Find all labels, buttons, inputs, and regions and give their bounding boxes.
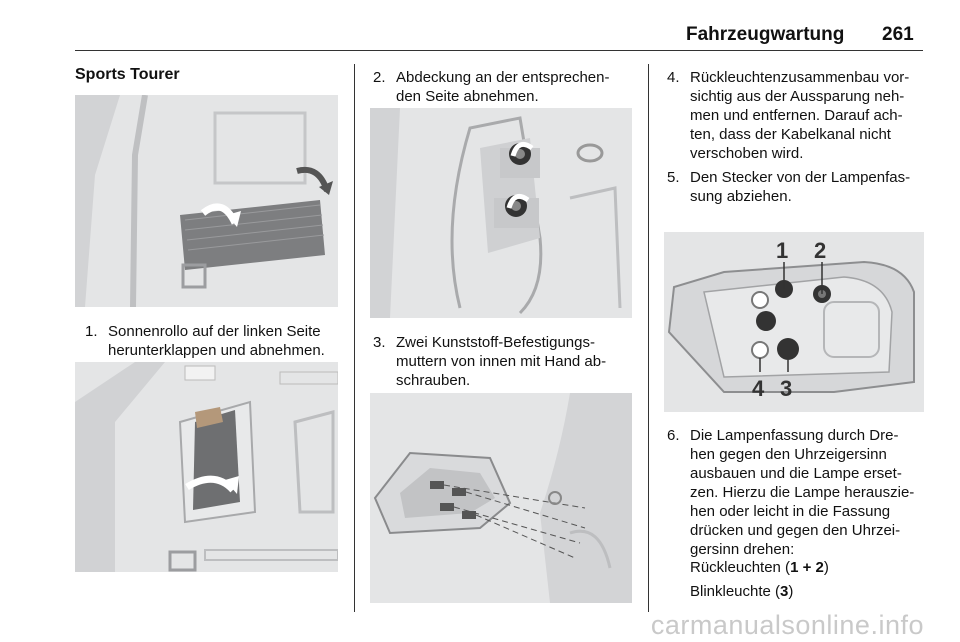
callout-3: 3 [780,376,793,401]
header-divider [75,50,923,51]
figure-lamp-socket-diagram [664,232,924,412]
illustration-lamp-removal [370,393,632,603]
turn-signal-line: Blinkleuchte (3) [690,583,794,600]
callout-4: 4 [752,376,765,401]
step-2: 2. Abdeckung an der entsprechen- den Seite abnehmen. [373,69,610,105]
column-divider-right [648,64,649,612]
figure-sunblind-fold-down [75,95,338,307]
step-1: 1. Sonnenrollo auf der linken Seite herunterklappen und abnehmen. [85,323,325,359]
page-number: 261 [882,24,914,45]
watermark-bar [0,608,960,642]
rear-lamps-line: Rückleuchten (1 + 2) [690,559,829,576]
figure-cover-removal [75,362,338,572]
step-5: 5. Den Stecker von der Lampenfas- sung abziehen. [667,169,911,205]
column-divider-left [354,64,355,612]
figure-tail-lamp-removal [370,393,632,603]
illustration-nuts [370,108,632,318]
figure-plastic-nuts [370,108,632,318]
watermark-text: carmanualsonline.info [650,610,924,640]
callout-1: 1 [776,238,789,263]
page-header-title: Fahrzeugwartung [686,24,845,45]
step-4: 4. Rückleuchtenzusammenbau vor- sichtig aus der Aussparung neh- men und entfernen. Darauf ach- ten, dass der Kabelkanal nicht verschoben wird. [667,69,910,162]
section-title: Sports Tourer [75,66,180,83]
callout-2: 2 [814,238,827,263]
step-3: 3. Zwei Kunststoff-Befestigungs- muttern von innen mit Hand ab- schrauben. [373,334,607,389]
illustration-lamp-sockets [664,232,924,412]
illustration-sunblind [75,95,338,307]
step-6: 6. Die Lampenfassung durch Dre- hen gegen den Uhrzeigersinn ausbauen und die Lampe erset- zen. Hierzu die Lampe herauszie- hen oder leicht in die Fassung drücken und gegen den Uhrzei- gersinn drehen: [667,427,915,558]
illustration-cover [75,362,338,572]
